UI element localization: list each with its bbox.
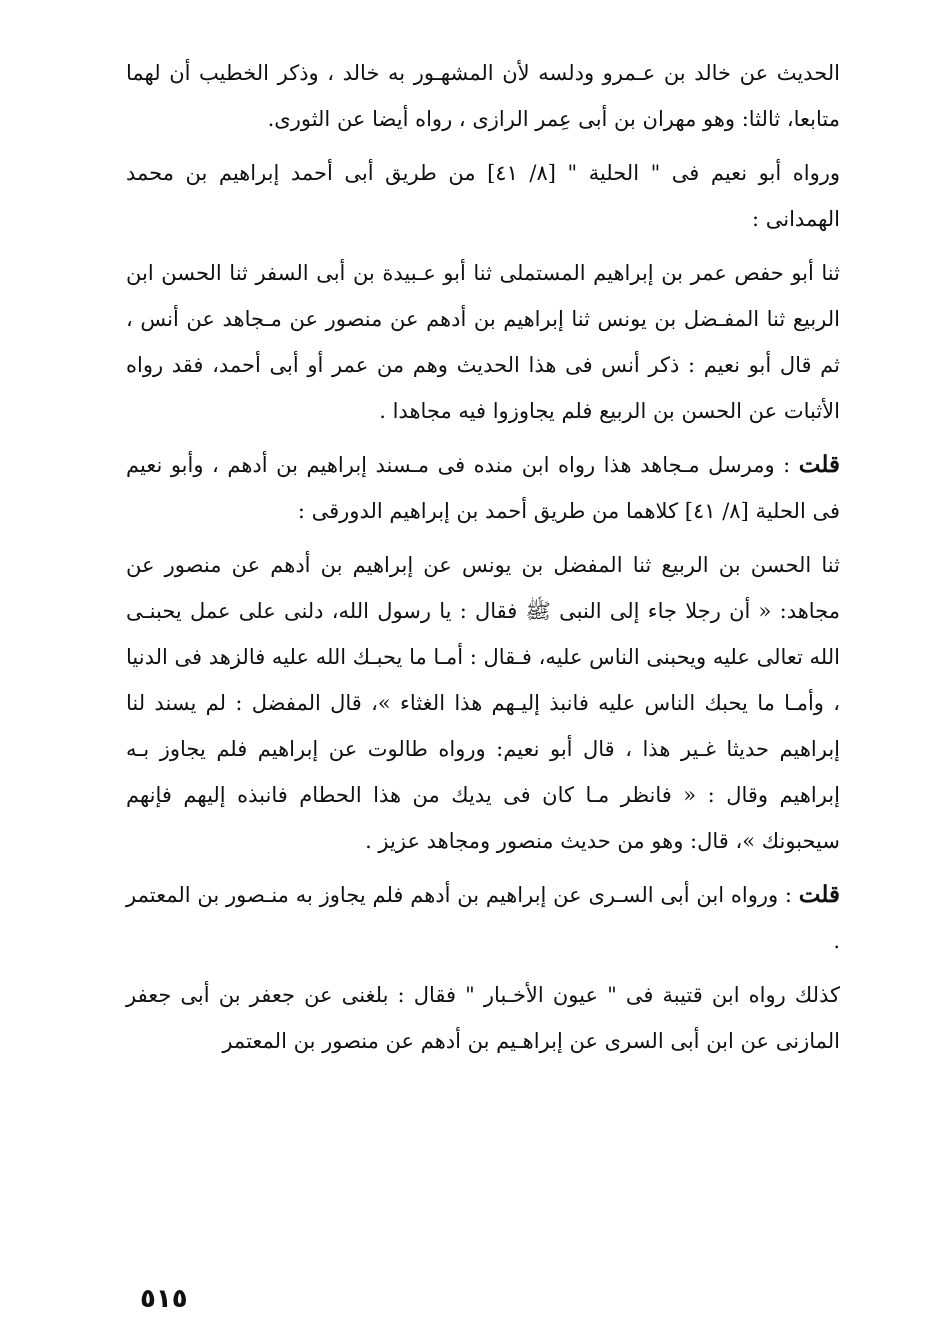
page-number: ٥١٥ bbox=[140, 1284, 188, 1314]
paragraph-5 bbox=[126, 542, 840, 864]
paragraph-6-text: : ورواه ابن أبى السـرى عن إبراهيم بن أدهم فلم يجاوز به منـصور بن المعتمر . bbox=[126, 883, 840, 953]
paragraph-4 bbox=[126, 442, 840, 534]
paragraph-3 bbox=[126, 250, 840, 434]
paragraph-1-text: الحديث عن خالد بن عـمرو ودلسه لأن المشهـور به خالد ، وذكر الخطيب أن لهما متابعا، ثالثا: وهو مهران بن أبى عِمر الرازى ، رواه أيضا عن الثورى. bbox=[126, 61, 840, 131]
paragraph-7-text: كذلك رواه ابن قتيبة فى " عيون الأخـبار " فقال : بلغنى عن جعفر بن أبى جعفر المازنى عن ابن أبى السرى عن إبراهـيم بن أدهم عن منصور بن المعتمر bbox=[126, 983, 840, 1053]
paragraph-2-text: ورواه أبو نعيم فى " الحلية " [٨/ ٤١] من طريق أبى أحمد إبراهيم بن محمد الهمدانى : bbox=[126, 161, 840, 231]
paragraph-1 bbox=[126, 50, 840, 142]
paragraph-6 bbox=[126, 872, 840, 964]
paragraph-7 bbox=[126, 972, 840, 1064]
paragraph-6-lead: قلت bbox=[798, 881, 840, 908]
paragraph-5-text: ثنا الحسن بن الربيع ثنا المفضل بن يونس عن إبراهيم بن أدهم عن منصور عن مجاهد: « أن رجلا جاء إلى النبى ﷺ فقال : يا رسول الله، دلنى على عمل يحبنـى الله تعالى عليه ويحبنى الناس عليه، فـقال : أمـا ما يحبـك الله عليه فالزهد فى الدنيا ، وأمـا ما يحبك الناس عليه فانبذ إليـهم هذا الغثاء »، قال المفضل : لم يسند لنا إبراهيم حديثا غـير هذا ، قال أبو نعيم: ورواه طالوت عن إبراهيم فلم يجاوز بـه إبراهيم وقال : « فانظر مـا كان فى يديك من هذا الحطام فانبذه إليهم فإنهم سيحبونك »، قال: وهو من حديث منصور ومجاهد عزيز . bbox=[126, 553, 840, 853]
paragraph-2 bbox=[126, 150, 840, 242]
paragraph-4-text: : ومرسل مـجاهد هذا رواه ابن منده فى مـسند إبراهيم بن أدهم ، وأبو نعيم فى الحلية [٨/ ٤١] كلاهما من طريق أحمد بن إبراهيم الدورقى : bbox=[126, 453, 840, 523]
page-body bbox=[126, 50, 840, 1064]
paragraph-3-text: ثنا أبو حفص عمر بن إبراهيم المستملى ثنا أبو عـبيدة بن أبى السفر ثنا الحسن ابن الربيع ثنا المفـضل بن يونس ثنا إبراهيم بن أدهم عن منصور عن مـجاهد عن أنس ، ثم قال أبو نعيم : ذكر أنس فى هذا الحديث وهم من عمر أو أبى أحمد، فقد رواه الأثبات عن الحسن بن الربيع فلم يجاوزوا فيه مجاهدا . bbox=[126, 261, 840, 423]
paragraph-4-lead: قلت bbox=[798, 451, 840, 478]
